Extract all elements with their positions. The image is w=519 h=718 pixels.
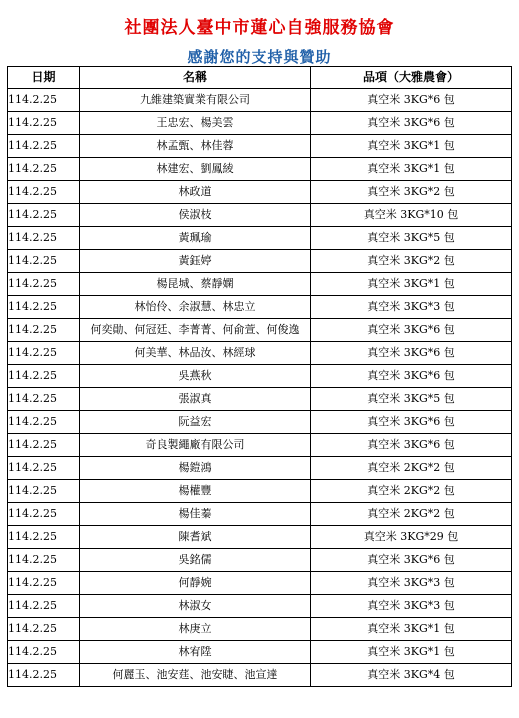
date-cell: 114.2.25 — [8, 595, 80, 618]
table-row — [8, 112, 512, 135]
donation-item-cell: 真空米 2KG*2 包 — [311, 480, 512, 503]
table-row — [8, 227, 512, 250]
donation-item-cell: 真空米 3KG*1 包 — [311, 618, 512, 641]
date-cell: 114.2.25 — [8, 618, 80, 641]
donation-item-cell: 真空米 3KG*3 包 — [311, 595, 512, 618]
table-row — [8, 89, 512, 112]
table-row — [8, 526, 512, 549]
table-body — [8, 89, 512, 687]
donor-name-cell: 王忠宏、楊美雲 — [80, 112, 311, 135]
donation-item-cell: 真空米 3KG*4 包 — [311, 664, 512, 687]
date-cell: 114.2.25 — [8, 227, 80, 250]
table-row — [8, 664, 512, 687]
donation-item-cell: 真空米 3KG*5 包 — [311, 388, 512, 411]
donor-name-cell: 林怡伶、余淑慧、林忠立 — [80, 296, 311, 319]
donation-item-cell: 真空米 3KG*1 包 — [311, 273, 512, 296]
column-header-item: 品項（大雅農會） — [311, 67, 512, 89]
date-cell: 114.2.25 — [8, 434, 80, 457]
donor-name-cell: 吳銘儒 — [80, 549, 311, 572]
table-row — [8, 342, 512, 365]
date-cell: 114.2.25 — [8, 457, 80, 480]
date-cell: 114.2.25 — [8, 135, 80, 158]
donor-name-cell: 阮益宏 — [80, 411, 311, 434]
donation-item-cell: 真空米 3KG*6 包 — [311, 89, 512, 112]
table-row — [8, 618, 512, 641]
table-row — [8, 572, 512, 595]
table-row — [8, 158, 512, 181]
page-subtitle: 感謝您的支持與贊助 — [187, 48, 332, 66]
table-row — [8, 273, 512, 296]
date-cell: 114.2.25 — [8, 641, 80, 664]
page-title: 社團法人臺中市蓮心自強服務協會 — [124, 18, 395, 38]
donor-name-cell: 何麗玉、池安莛、池安睫、池宣達 — [80, 664, 311, 687]
date-cell: 114.2.25 — [8, 365, 80, 388]
date-cell: 114.2.25 — [8, 572, 80, 595]
donor-name-cell: 何美華、林品汝、林經球 — [80, 342, 311, 365]
table-row — [8, 434, 512, 457]
table-row — [8, 296, 512, 319]
date-cell: 114.2.25 — [8, 181, 80, 204]
date-cell: 114.2.25 — [8, 112, 80, 135]
donor-name-cell: 楊鎧鴻 — [80, 457, 311, 480]
column-header-date: 日期 — [8, 67, 80, 89]
date-cell: 114.2.25 — [8, 250, 80, 273]
table-row — [8, 319, 512, 342]
donation-item-cell: 真空米 3KG*2 包 — [311, 250, 512, 273]
donation-item-cell: 真空米 3KG*10 包 — [311, 204, 512, 227]
table-row — [8, 480, 512, 503]
donor-name-cell: 楊昆城、蔡靜嫻 — [80, 273, 311, 296]
date-cell: 114.2.25 — [8, 319, 80, 342]
donation-item-cell: 真空米 3KG*6 包 — [311, 434, 512, 457]
donation-item-cell: 真空米 3KG*1 包 — [311, 135, 512, 158]
table-header-row — [8, 67, 512, 89]
donation-item-cell: 真空米 3KG*29 包 — [311, 526, 512, 549]
donation-item-cell: 真空米 3KG*1 包 — [311, 158, 512, 181]
date-cell: 114.2.25 — [8, 480, 80, 503]
donation-item-cell: 真空米 3KG*6 包 — [311, 112, 512, 135]
donor-name-cell: 林宥陞 — [80, 641, 311, 664]
table-row — [8, 250, 512, 273]
table-row — [8, 457, 512, 480]
donation-item-cell: 真空米 2KG*2 包 — [311, 457, 512, 480]
date-cell: 114.2.25 — [8, 204, 80, 227]
donor-name-cell: 林建宏、劉鳳綾 — [80, 158, 311, 181]
donor-name-cell: 林淑女 — [80, 595, 311, 618]
donor-name-cell: 黃鈺婷 — [80, 250, 311, 273]
donation-item-cell: 真空米 3KG*2 包 — [311, 181, 512, 204]
date-cell: 114.2.25 — [8, 273, 80, 296]
donation-item-cell: 真空米 3KG*5 包 — [311, 227, 512, 250]
date-cell: 114.2.25 — [8, 296, 80, 319]
donor-name-cell: 黃珮瑜 — [80, 227, 311, 250]
donor-name-cell: 楊佳蓁 — [80, 503, 311, 526]
donor-name-cell: 吳燕秋 — [80, 365, 311, 388]
donation-item-cell: 真空米 3KG*6 包 — [311, 411, 512, 434]
date-cell: 114.2.25 — [8, 158, 80, 181]
donor-name-cell: 林庚立 — [80, 618, 311, 641]
table-row — [8, 411, 512, 434]
donor-name-cell: 九維建築實業有限公司 — [80, 89, 311, 112]
donor-name-cell: 奇良製繩廠有限公司 — [80, 434, 311, 457]
donor-name-cell: 張淑真 — [80, 388, 311, 411]
table-row — [8, 181, 512, 204]
donor-name-cell: 陳耆斌 — [80, 526, 311, 549]
date-cell: 114.2.25 — [8, 526, 80, 549]
table-row — [8, 549, 512, 572]
donations-table — [7, 66, 512, 687]
donation-item-cell: 真空米 3KG*3 包 — [311, 572, 512, 595]
donor-name-cell: 何奕勛、何冠廷、李菁菁、何俞萱、何俊逸 — [80, 319, 311, 342]
table-row — [8, 503, 512, 526]
date-cell: 114.2.25 — [8, 89, 80, 112]
table-row — [8, 365, 512, 388]
date-cell: 114.2.25 — [8, 664, 80, 687]
donation-item-cell: 真空米 3KG*6 包 — [311, 549, 512, 572]
donation-item-cell: 真空米 3KG*6 包 — [311, 342, 512, 365]
date-cell: 114.2.25 — [8, 503, 80, 526]
table-row — [8, 641, 512, 664]
donor-name-cell: 林孟甄、林佳蓉 — [80, 135, 311, 158]
donor-name-cell: 何靜婉 — [80, 572, 311, 595]
donor-name-cell: 侯淑枝 — [80, 204, 311, 227]
donor-name-cell: 林政道 — [80, 181, 311, 204]
donation-item-cell: 真空米 3KG*6 包 — [311, 319, 512, 342]
date-cell: 114.2.25 — [8, 549, 80, 572]
donation-item-cell: 真空米 3KG*3 包 — [311, 296, 512, 319]
column-header-name: 名稱 — [80, 67, 311, 89]
date-cell: 114.2.25 — [8, 388, 80, 411]
donation-item-cell: 真空米 2KG*2 包 — [311, 503, 512, 526]
donation-item-cell: 真空米 3KG*6 包 — [311, 365, 512, 388]
date-cell: 114.2.25 — [8, 342, 80, 365]
table-row — [8, 204, 512, 227]
donation-item-cell: 真空米 3KG*1 包 — [311, 641, 512, 664]
date-cell: 114.2.25 — [8, 411, 80, 434]
table-row — [8, 388, 512, 411]
donor-name-cell: 楊權豐 — [80, 480, 311, 503]
table-row — [8, 595, 512, 618]
table-row — [8, 135, 512, 158]
